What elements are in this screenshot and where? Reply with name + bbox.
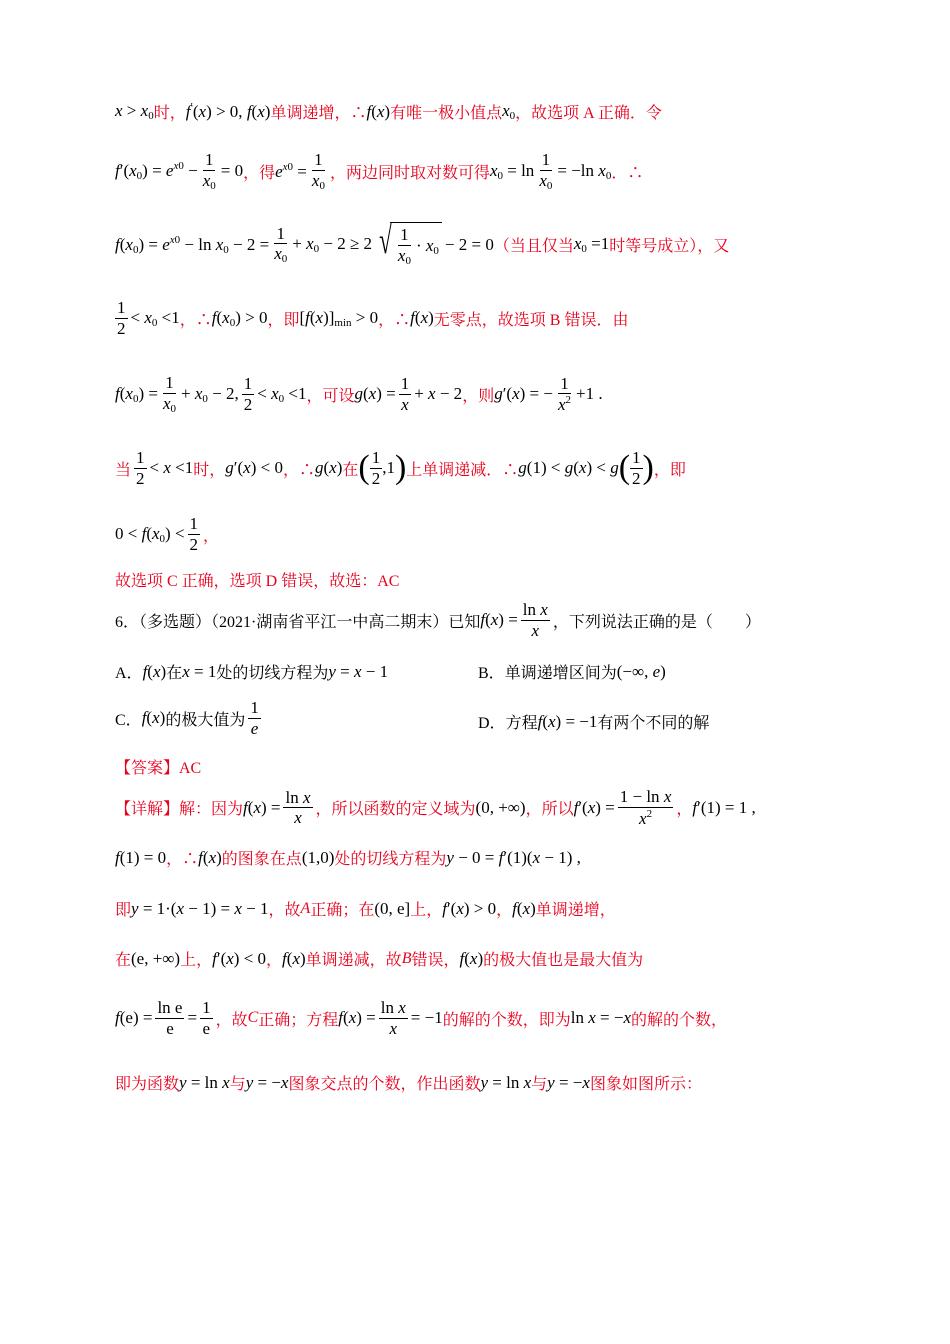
answer-label: 【答案】AC [115,760,202,777]
solution-line-5: $f(x_0)$ = $\frac{1}{x_0}$ + $x_0 - 2$, $\frac{1}{2}$ < $x_0 <1$ ，可设 g(x) = $\frac{1}{x}$ + x − 2 ，则 g′(x) = − $\frac{1}{x^2}$ +1 . [115,373,603,415]
question-6-stem: 6．（多选题）（2021·湖南省平江一中高二期末）已知 f(x) = $\frac{\text{ln x}}{x}$ ，下列说法正确的是（ ） [115,600,761,640]
text: 时， [153,105,186,122]
option-b[interactable]: B． 单调递增区间为 (−∞, e) [478,661,666,682]
detail-line-4: 在 (e, +∞) 上， f′(x) < 0 ， f(x) 单调递减，故 B 错误， f(x) 的极大值也是最大值为 [115,948,644,969]
option-a[interactable]: A． f(x) 在 x = 1 处的切线方程为 y = x − 1 [115,661,389,682]
detail-line-5: f(e) = $\frac{\text{ln e}}{e}$ = $\frac{1}{e}$ ，故 C 正确；方程 f(x) = $\frac{\text{ln x}}{x}$ = −1 的解的个数，即为 ln x = −x 的解的个数， [115,998,727,1038]
detail-line-1: 【详解】 解：因为 f(x) = $\frac{\text{ln x}}{x}$ ，所以函数的定义域为 (0, +∞) ，所以 f′(x) = $\frac{\text{1 − ln x}}{x^2}$ ， f′(1) = 1 , [115,787,756,828]
solution-line-6: 当 $\frac{1}{2}$ < x <1 时， g′(x) < 0 ，∴ g(x) 在 ( $\frac{1}{2}$ ,1 ) 上单调递减．∴ g(1) < g(x) < g ( $\frac{1}{2}$ ) ，即 [115,448,686,488]
solution-line-1: $x > x_0$ 时， f′(x) > 0, f(x) 单调递增，∴ f(x) 有唯一极小值点 $x_0$ ，故选项 A 正确．令 [115,101,662,122]
solution-line-3: $f(x_0) = e^{x0} - \ln x_0 - 2$ = $\frac{1}{x_0}$ + $x_0 - 2 \ge 2$ √ $\frac{1}{x_0}$ · $x_0$ − 2 = 0 （当且仅当 $x_0 =1$ 时等号成立），又 [115,220,730,267]
solution-line-4: $\frac{1}{2}$ < $x_0 <1$ ，∴ $f(x_0) > 0$ ，即 $[f(x)]_{min} > 0$ ，∴ f(x) 无零点，故选项 B 错误．由 [117,298,629,338]
solution-line-7: $0 < f(x_0)$ < $\frac{1}{2}$ ， [115,514,220,554]
solution-line-2: $f'(x_0) = e^{x0}$ − $\frac{1}{x_0}$ = 0 ，得 $e^{x0}$ = $\frac{1}{x_0}$ ，两边同时取对数可得 $x_0 = \ln$ $\frac{1}{x_0}$ = −ln $x_0$ ．∴ [115,150,644,192]
solution-conclusion: 故选项 C 正确，选项 D 错误，故选：AC [115,573,400,590]
detail-line-2: f(1) = 0 ，∴ f(x) 的图象在点 (1,0) 处的切线方程为 y − 0 = f′(1)(x − 1) , [115,847,581,868]
option-c[interactable]: C． f(x) 的极大值为 $\frac{1}{e}$ [115,698,259,738]
detail-line-6: 即为函数 y = ln x 与 y = −x 图象交点的个数，作出函数 y = ln x 与 y = −x 图象如图所示： [115,1072,702,1093]
detail-line-3: 即 y = 1·(x − 1) = x − 1 ，故 A 正确；在 (0, e] 上， f′(x) > 0 ， f(x) 单调递增， [115,898,616,919]
option-d[interactable]: D． 方程 f(x) = −1 有两个不同的解 [478,711,710,732]
